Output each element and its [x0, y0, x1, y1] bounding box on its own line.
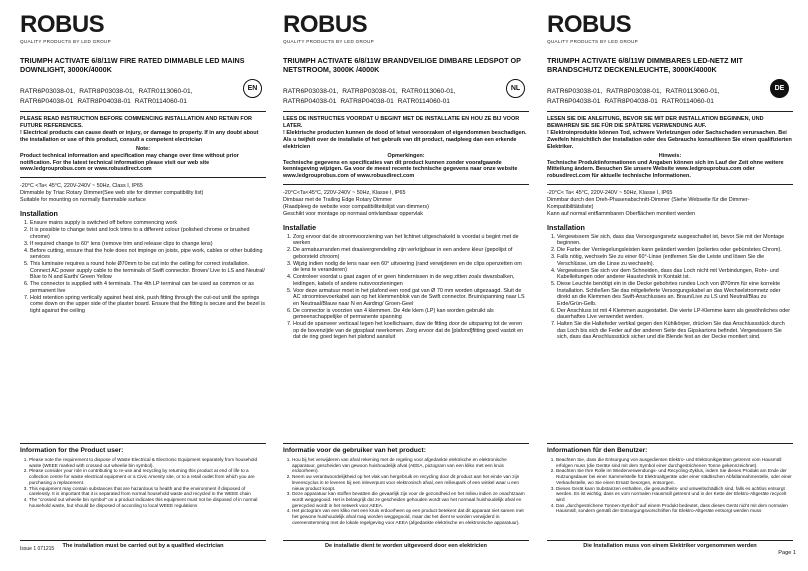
product-code: RATR8P03038-01, [79, 88, 135, 95]
brand-logo: ROBUS [547, 11, 632, 38]
list-item: 3. This equipment may contain substances that are hazardous to health and the environment if disposed of carelessly. It is important that it is separated from normal household waste and recycled in the WEEE chain [29, 486, 266, 497]
note-text: Technische gegevens en specificaties van dit product kunnen zonder voorafgaande kennisgeving wijzigen. Ga voor de meest recente technische gegevens naar onze website www.ledgrouprobus.com of www.robusdirect.com [283, 159, 518, 180]
electrician-text: De installatie dient te worden uitgevoerd door een elektricien [325, 543, 487, 549]
list-item: 5. This luminaire requires a round hole Ø70mm to be cut into the ceiling for correct installation. Connect AC power supply cable to the terminals of Swift connector. Brown/ Live to LS and Neutral/ Blue to N and Earth/ Green Yellow [30, 261, 266, 281]
product-title: TRIUMPH ACTIVATE 6/8/11W FIRE RATED DIMMABLE LED MAINS DOWNLIGHT, 3000K/4000K [20, 56, 245, 74]
divider [20, 443, 266, 444]
list-item: 3. Dieses Gerät kann Substanzen enthalten, die gesundheits- und umweltschädlich sind, falls es achtlos entsorgt werden. Es ist wichtig, dass es vom normalen Hausmüll getrennt und in der Kette der Elektro-Altgeräte recycelt wird [556, 486, 793, 503]
product-code: RATR6P03038-01, [283, 88, 339, 95]
list-item: 7. Halten Sie die Haltefeder vertikal gegen den Kühlkörper, drücken Sie das Anschlussstück durch das Loch bis sich die Feder auf der anderen Seite des Gipskartons befindet. Vergewissern Sie sich, dass das Anschlussstück sicher und die Blende fest an der Decke montiert sind. [557, 321, 793, 341]
product-code: RATR0114060-01 [134, 98, 187, 105]
list-item: 2. De armatuurranden met draaivergrendeling zijn verkrijgbaar in een andere kleur (gepolijst of geborsteld chroom) [293, 247, 529, 260]
brand-logo: ROBUS [283, 11, 368, 38]
list-item: 3. If required change to 60° lens (remove trim and release clips to change lens) [30, 241, 266, 248]
installation-heading: Installatie [283, 222, 317, 232]
product-code: RATR6P04038-01 [547, 98, 601, 105]
warning-text: ! Elektrische producten kunnen de dood of letsel veroorzaken of eigendommen beschadigen. Als u twijfelt over de installatie of het gebruik van dit product, raadpleeg dan een erkende elektricien [283, 129, 527, 150]
divider [283, 443, 529, 444]
language-badge: EN [243, 79, 262, 98]
user-info-list [547, 457, 793, 514]
list-item: 4. Vergewissern Sie sich vor dem Schneiden, dass das Loch nicht mit Verbindungen, Rohr- und Kabelleitungen oder anderer Haustechnik in Kontakt ist. [557, 268, 793, 281]
list-item: 2. It is possible to change twist and lock trims to a different colour (polished chrome or brushed chrome) [30, 227, 266, 240]
warning-heading: LESEN SIE DIE ANLEITUNG, BEVOR SIE MIT DER INSTALLATION BEGINNEN, UND BEWAHREN SIE SIE FÜR DIE SPÄTERE VERWENDUNG AUF. [547, 116, 764, 129]
installation-steps [283, 234, 529, 341]
column-de [547, 12, 793, 547]
list-item: 1. Ensure mains supply is switched off before commencing work [30, 220, 266, 227]
installation-steps [547, 234, 793, 341]
product-code: RATR0113060-01, [665, 88, 720, 95]
list-item: 3. Wijzig indien nodig de lens naar een 60° uitvoering (rand verwijderen en de clips openzetten om de lens te veranderen) [293, 261, 529, 274]
product-code: RATR8P04038-01 [340, 98, 394, 105]
list-item: 3. Deze apparatuur kan stoffen bevatten die gevaarlijk zijn voor de gezondheid en het milieu indien ze onachtzaam wordt weggegooid. Het is belangrijk dat ze gescheiden gehouden wordt van het normaal huishoudelijk afval en gerecycled wordt in het netwerk voor AEEA. [292, 491, 529, 508]
list-item: 6. The connector is supplied with 4 terminals. The 4th LP terminal can be used as common or as permanent live [30, 281, 266, 294]
user-info-section [283, 439, 529, 525]
electrician-notice [547, 538, 793, 550]
warning-text: ! Elektroinprodukte können Tod, schwere Verletzungen oder Sachschaden verursachen. Bei Zweifeln hinsichtlich der Installation oder des Gebrauchs konsultieren Sie einen qualifizierten Elektriker. [547, 129, 792, 150]
user-info-list [283, 457, 529, 525]
list-item: 1. Vergewissern Sie sich, dass das Versorgungsnetz ausgeschaltet ist, bevor Sie mit der Montage beginnen. [557, 234, 793, 247]
note-heading: Note: [135, 145, 151, 152]
warning-heading: PLEASE READ INSTRUCTION BEFORE COMMENCING INSTALLATION AND RETAIN FOR FUTURE REFERENCES. [20, 116, 253, 129]
list-item: 4. Das „durchgestrichene Tonnen-Symbol" auf einem Produkt bedeutet, dass dieses Gerät nicht mit dem normalen Hausmüll, sondern gemäß der Entsorgungsvorschriften für Elektro-Altgeräte entsorgt werden muss [556, 503, 793, 514]
list-item: 4. Controleer voordat u gaat zagen of er geen hindernissen in de weg zitten zoals dwarsbalken, leidingen, kabels of andere nutsvoorzieningen [293, 274, 529, 287]
product-code: RATR8P04038-01 [77, 98, 131, 105]
divider [20, 177, 266, 178]
brand-tagline: QUALITY PRODUCTS BY LED GROUP [547, 39, 638, 44]
list-item: 1. Zorg ervoor dat de stroomvoorziening van het lichtnet uitgeschakeld is voordat u begint met de werken [293, 234, 529, 247]
product-code: RATR6P04038-01 [20, 98, 74, 105]
list-item: 2. Please consider your role in contributing to re-use and recycling by returning this product at end of life to a collection centre for waste electrical equipment or a Civic Amenity site, or to a retail outlet from which you are purchasing a replacement. [29, 468, 266, 485]
list-item: 5. Diese Leuchte benötigt ein in die Decke gebohrtes rundes Loch von Ø70mm für eine korrekte Installation. Schließen Sie das mitgelieferte Versorgungskabel an das Wechselstromnetz oder direkt an die Klemmen des Swift-Anschlusses an. Braun/Live zu LS und Neutral/Blau zu Erde/Grün-Gelb. [557, 281, 793, 307]
installation-steps [20, 220, 266, 314]
spec-text: -20°C <Ta< 45°C, 220V-240V ~ 50Hz, Class I, IP65 Dimmable by Triac Rotary Dimmer(See web site for dimmer compatibility list) Suitable for mounting on normally flammable surface [20, 183, 204, 204]
product-title: TRIUMPH ACTIVATE 6/8/11W DIMMBARES LED-NETZ MIT BRANDSCHUTZ DECKENLEUCHTE, 3000K/4000K [547, 56, 743, 74]
list-item: 3. Falls nötig, wechseln Sie zu einer 60°-Linse (entfernen Sie die Leiste und lösen Sie die Verschlüsse, um die Linse zu wechseln). [557, 254, 793, 267]
divider [283, 540, 529, 541]
language-badge: NL [506, 79, 525, 98]
list-item: 7. Hold retention spring vertically against heat sink, push fitting through the cut-out until the springs come down on the upper side of the plaster board. Ensure that the fitting is secure and the bezel is tight against the ceiling [30, 295, 266, 315]
language-badge: DE [770, 79, 789, 98]
divider [20, 540, 266, 541]
electrician-text: The installation must be carried out by a qualified electrician [62, 543, 224, 549]
product-codes [547, 87, 793, 107]
column-en [20, 12, 266, 547]
list-item: 5. Voor deze armatuur moet in het plafond een rond gat van Ø 70 mm worden uitgezaagd. Sluit de AC stroomtoevoerkabel aan op het klemmenblok van de Swift connector. Bruin/spanning naar LS en Neutraal/Blauw naar N en Aarding/ Groen-Geel [293, 288, 529, 308]
user-info-heading: Informatie voor de gebruiker van het product: [283, 447, 426, 454]
electrician-notice [20, 538, 266, 550]
list-item: 6. De connector is voorzien van 4 klemmen. De 4de klem (LP) kan worden gebruikt als gemeenschappelijke of permanente spanning [293, 308, 529, 321]
list-item: 4. Het pictogram van een kliko met een kruis erdoorheen op een product betekent dat dit apparaat niet samen met het gewone huishoudelijk afval mag worden weggegooid, maar dat het dient te worden verwijderd in overeenstemming met de lokale regelgeving voor AEEA (afgedankte elektrische en elektronische apparatuur). [292, 508, 529, 525]
product-code: RATR6P03038-01, [20, 88, 76, 95]
product-code: RATR6P03038-01, [547, 88, 603, 95]
product-code: RATR0113060-01, [138, 88, 193, 95]
user-info-section [547, 439, 793, 514]
installation-heading: Installation [20, 209, 58, 219]
divider [547, 184, 793, 185]
user-info-heading: Information for the Product user: [20, 447, 124, 454]
warning-text: ! Electrical products can cause death or injury, or damage to property. If in any doubt about the installation or use of this product, consult a competent electrician [20, 129, 259, 143]
electrician-notice [283, 538, 529, 550]
product-codes [20, 87, 266, 107]
list-item: 1. Please note the requirement to dispose of Waste Electrical & Electronic Equipment separately from household waste (WEEE marked with crossed out wheelie bin symbol). [29, 457, 266, 468]
product-codes [283, 87, 529, 107]
list-item: 6. Der Anschluss ist mit 4 Klemmen ausgestattet. Die vierte LP-Klemme kann als gewöhnliches oder dauerhaftes Live verwendet werden. [557, 308, 793, 321]
note-heading: Opmerkingen: [387, 152, 425, 159]
brand-logo: ROBUS [20, 11, 105, 38]
warning-heading: LEES DE INSTRUCTIES VOORDAT U BEGINT MET DE INSTALLATIE EN HOU ZE BIJ VOOR LATER. [283, 116, 520, 129]
product-code: RATR0114060-01 [661, 98, 714, 105]
installation-heading: Installation [547, 222, 585, 232]
list-item: 2. Die Farbe der Verriegelungsleisten kann geändert werden (poliertes oder gebürstetes Chrom). [557, 247, 793, 254]
brand-tagline: QUALITY PRODUCTS BY LED GROUP [20, 39, 111, 44]
user-info-heading: Informationen für den Benutzer: [547, 447, 648, 454]
list-item: 2. Beachten Sie Ihre Rolle im Wiederverwendungs- und Recycling-Zyklus, indem Sie dieses Produkt am Ende der Nutzungsdauer bei einer Sammelstelle für Elektroaltgeräte oder einer städtischen Abfallannahmestelle, oder einer Verkaufsstelle, wo Sie einen Ersatz besorgen, entsorgen. [556, 468, 793, 485]
list-item: 4. Before cutting, ensure that the hole does not impinge on joists, pipe work, cables or other building services [30, 248, 266, 261]
note-heading: Hinweis: [658, 152, 682, 159]
note-text: Technische Produktinformationen und Angaben können sich im Lauf der Zeit ohne weitere Mitteilung ändern. Besuchen Sie unsere Website www.ledgrouprobus.com oder robusdirect.com für aktuelle technische Informationen. [547, 159, 784, 180]
divider [20, 111, 266, 112]
list-item: 7. Houd de spanveer verticaal tegen het koellichaam, duw de fitting door de uitsparing tot de veren op de bovenzijde van de gipsplaat neerkomen. Zorg ervoor dat de [plafond]fitting goed vastzit en dat de ring goed tegen het plafond aansluit [293, 321, 529, 341]
product-code: RATR0113060-01, [401, 88, 456, 95]
brand-tagline: QUALITY PRODUCTS BY LED GROUP [283, 39, 374, 44]
user-info-section [20, 439, 266, 508]
product-code: RATR8P03038-01, [342, 88, 398, 95]
note-text: Product technical information and specification may change over time without prior notification. For the latest technical information please visit our web site www.ledgrouprobus.com or www.robusdirect.com [20, 152, 239, 173]
product-title: TRIUMPH ACTIVATE 6/8/11W BRANDVEILIGE DIMBARE LEDSPOT OP NETSTROOM, 3000K /4000K [283, 56, 521, 74]
divider [283, 184, 529, 185]
product-code: RATR0114060-01 [397, 98, 450, 105]
spec-text: -20°C<Ta<45°C, 220V-240V ~ 50Hz, Klasse I, IP65 Dimbaar met de Trailing Edge Rotary Dimmer (Raadpleeg de website voor compatibiliteitslijst van dimmers) Geschikt voor montage op normaal ontvlambaar oppervlak [283, 190, 429, 217]
list-item: 4. The "crossed out wheelie bin symbol" on a product indicates this equipment must not be disposed of in normal household waste, but should be disposed of according to local WEEE regulations [29, 497, 266, 508]
spec-text: -20°C< Ta< 45°C, 220V-240V ~ 50Hz, Klasse I, IP65 Dimmbar durch den Dreh-Phasenabschnitt-Dimmer (Siehe Webseite für die Dimmer-Kompatibilitätsliste) Kann auf normal entflammbaren Oberflächen montiert werden [547, 190, 750, 217]
list-item: 1. Hou bij het verwijderen van afval rekening met de regeling voor afgedankte elektrische en elektronische apparatuur, gescheiden van gewoon huishoudelijk afval (AEEA, pictogram van een kliko met een kruis erdoorheen). [292, 457, 529, 474]
user-info-list [20, 457, 266, 508]
divider [547, 443, 793, 444]
divider [283, 111, 529, 112]
list-item: 1. Beachten Sie, dass die Entsorgung von ausgedienten Elektro- und Elektronikgeräten getrennt vom Hausmüll erfolgen muss (die Geräte sind mit dem Symbol einer durchgestrichenen Tonne gekennzeichnet). [556, 457, 793, 468]
product-code: RATR8P03038-01, [606, 88, 662, 95]
page-number: Page 1 [778, 550, 796, 556]
list-item: 2. Neem uw verantwoordelijkheid op het vlak van hergebruik en recycling door dit product aan het einde van zijn levenscyclus in te leveren bij een inleverpunt voor elektronisch afval, een milieupark of een winkel waar u een nieuw product koopt. [292, 474, 529, 491]
column-nl [283, 12, 529, 547]
product-code: RATR6P04038-01 [283, 98, 337, 105]
product-code: RATR8P04038-01 [604, 98, 658, 105]
electrician-text: Die Installation muss von einem Elektriker vorgenommen werden [583, 543, 757, 549]
divider [547, 111, 793, 112]
divider [547, 540, 793, 541]
issue-number: Issue 1 071215 [20, 546, 55, 552]
